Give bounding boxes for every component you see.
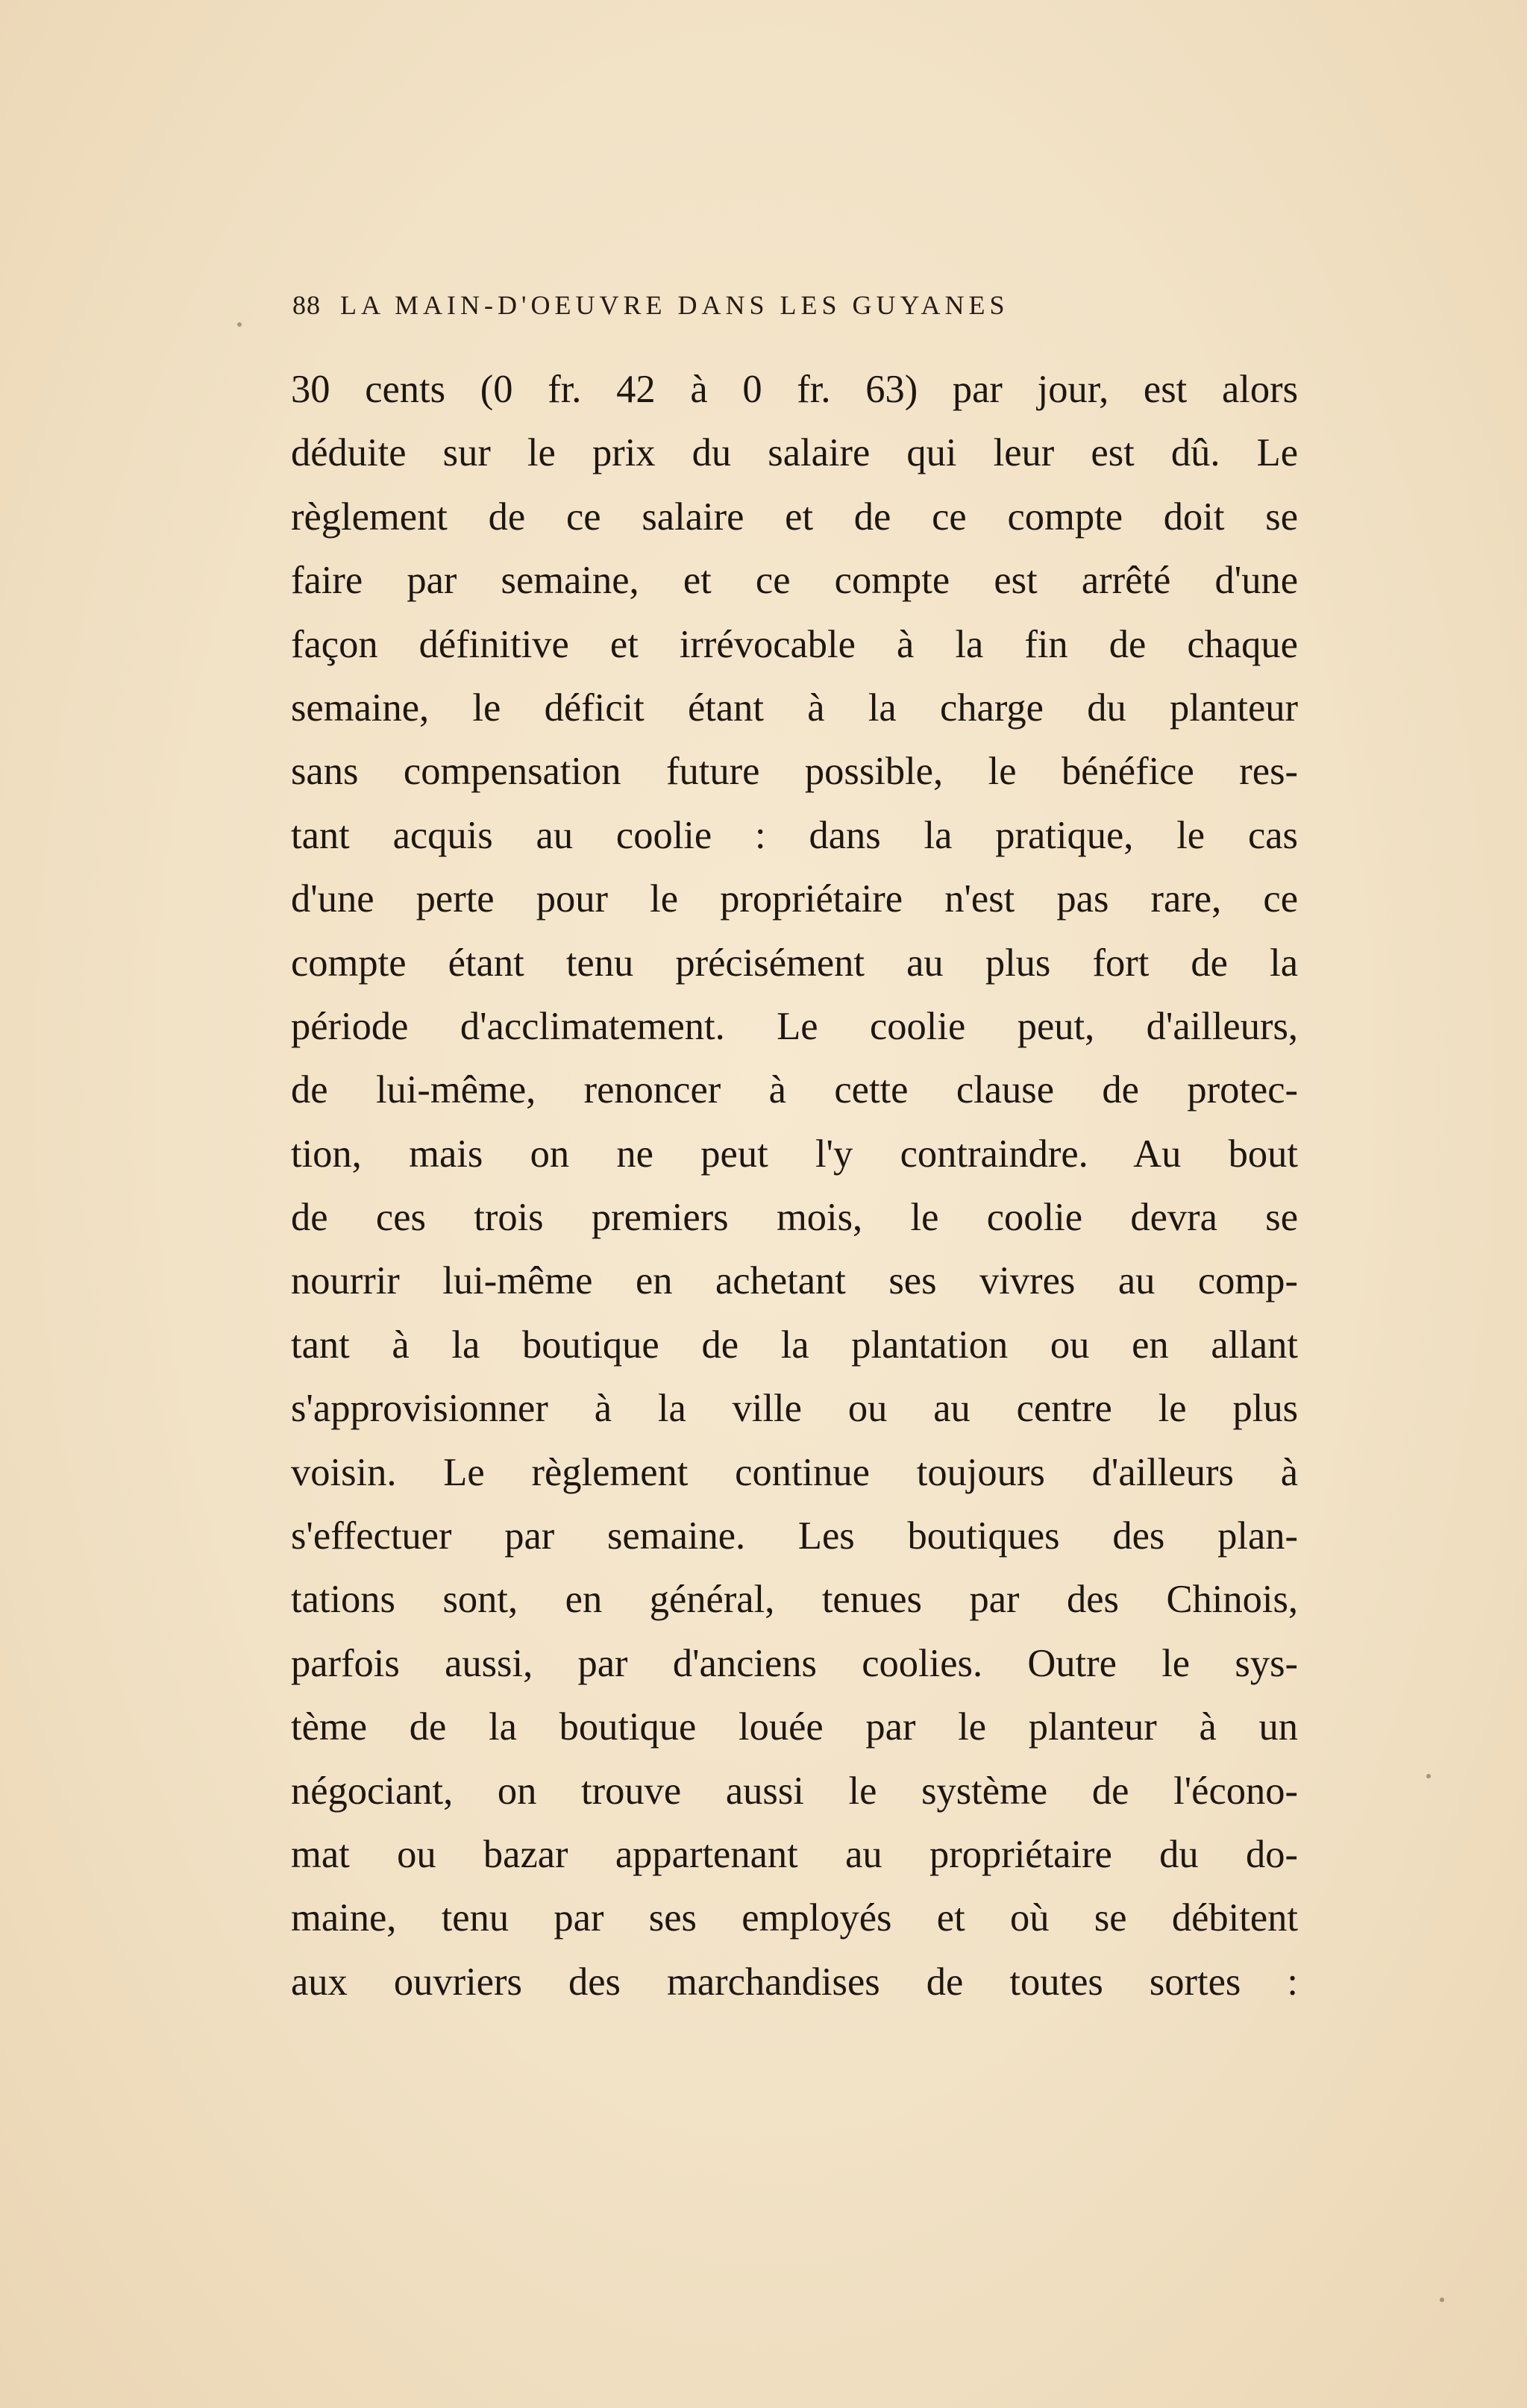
running-header (292, 289, 1225, 327)
text-line: de ces trois premiers mois, le coolie devra se (291, 1196, 1298, 1240)
text-line: tion, mais on ne peut l'y contraindre. Au bout (291, 1132, 1298, 1176)
text-line: tème de la boutique louée par le planteur à un (291, 1705, 1298, 1749)
paper-speck (1440, 2298, 1444, 2302)
text-line: s'effectuer par semaine. Les boutiques des plan- (291, 1514, 1298, 1558)
text-line: façon définitive et irrévocable à la fin de chaque (291, 622, 1298, 666)
body-text (291, 358, 1298, 2014)
text-line: négociant, on trouve aussi le système de l'écono- (291, 1769, 1298, 1813)
paper-speck (237, 322, 242, 327)
text-line: 30 cents (0 fr. 42 à 0 fr. 63) par jour, est alors (291, 368, 1298, 411)
text-line: voisin. Le règlement continue toujours d'ailleurs à (291, 1450, 1298, 1494)
text-line: parfois aussi, par d'anciens coolies. Outre le sys- (291, 1641, 1298, 1685)
text-line: règlement de ce salaire et de ce compte doit se (291, 495, 1298, 539)
text-line: mat ou bazar appartenant au propriétaire du do- (291, 1832, 1298, 1876)
text-line: maine, tenu par ses employés et où se débitent (291, 1896, 1298, 1940)
running-title: LA MAIN-D'OEUVRE DANS LES GUYANES (340, 290, 1009, 320)
text-line: période d'acclimatement. Le coolie peut, d'ailleurs, (291, 1004, 1298, 1048)
text-line: faire par semaine, et ce compte est arrêté d'une (291, 559, 1298, 603)
text-line: aux ouvriers des marchandises de toutes sortes : (291, 1960, 1298, 2004)
paper-speck (1426, 1774, 1431, 1778)
text-line: nourrir lui-même en achetant ses vivres au comp- (291, 1259, 1298, 1303)
text-line: d'une perte pour le propriétaire n'est pas rare, ce (291, 877, 1298, 921)
text-line: déduite sur le prix du salaire qui leur est dû. Le (291, 431, 1298, 475)
text-line: de lui-même, renoncer à cette clause de protec- (291, 1068, 1298, 1112)
text-line: tant à la boutique de la plantation ou en allant (291, 1323, 1298, 1367)
text-line: semaine, le déficit étant à la charge du planteur (291, 686, 1298, 730)
text-line: tant acquis au coolie : dans la pratique, le cas (291, 813, 1298, 857)
text-line: compte étant tenu précisément au plus fort de la (291, 941, 1298, 985)
text-line: sans compensation future possible, le bénéfice res- (291, 750, 1298, 794)
page-number: 88 (292, 290, 321, 320)
text-line: tations sont, en général, tenues par des Chinois, (291, 1578, 1298, 1622)
text-line: s'approvisionner à la ville ou au centre le plus (291, 1387, 1298, 1431)
